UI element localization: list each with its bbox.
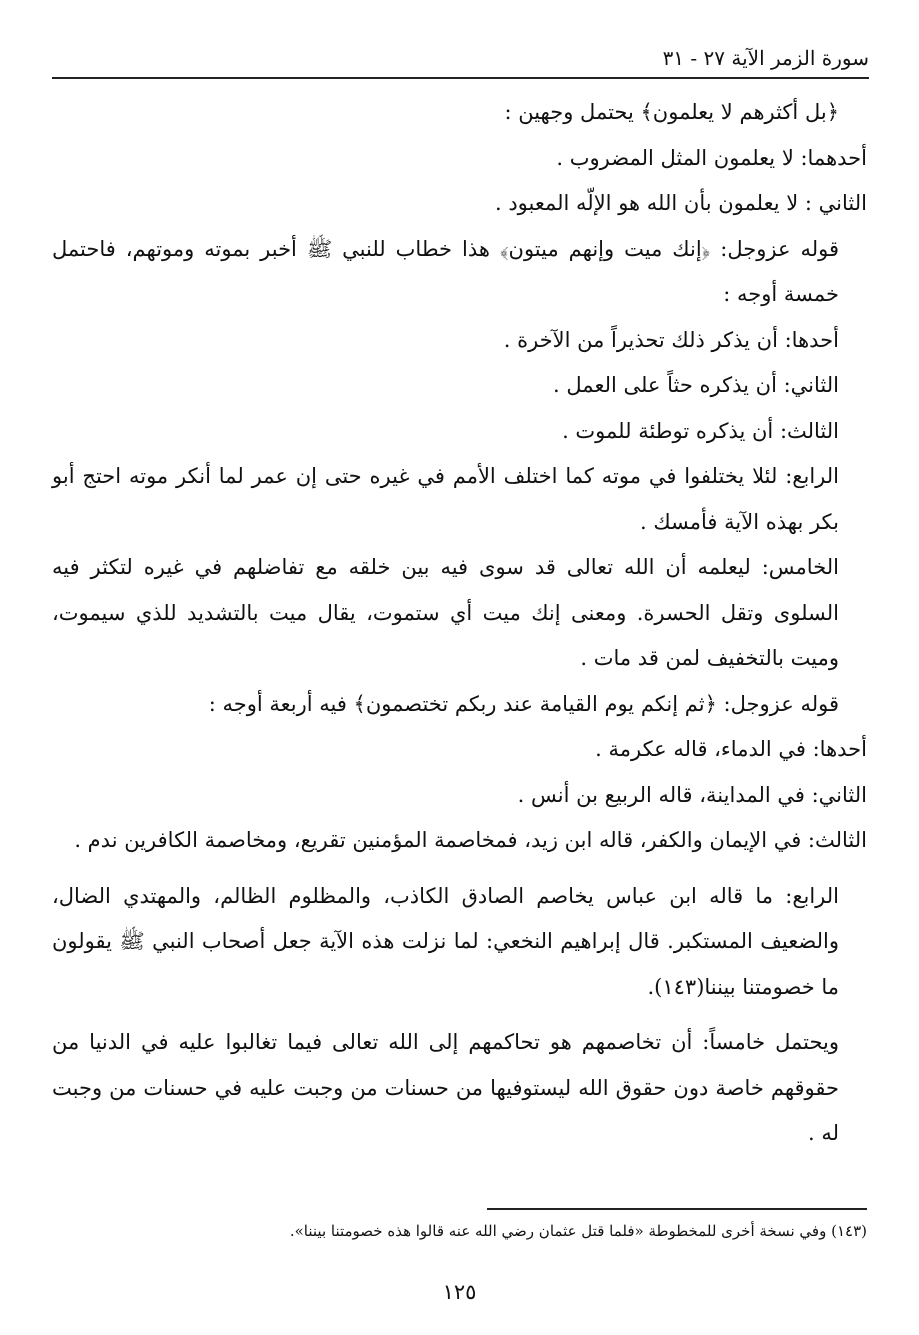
running-header: سورة الزمر الآية ٢٧ - ٣١	[662, 46, 869, 70]
paragraph: الرابع: لئلا يختلفوا في موته كما اختلف الأمم في غيره حتى إن عمر لما أنكر موته احتج أبو بكر بهذه الآية فأمسك .	[52, 464, 839, 534]
paragraph: أحدها: في الدماء، قاله عكرمة .	[595, 737, 867, 761]
paragraph: أحدهما: لا يعلمون المثل المضروب .	[556, 145, 867, 170]
paragraph: الرابع: ما قاله ابن عباس يخاصم الصادق الكاذب، والمظلوم الظالم، والمهتدي الضال، والضعيف المستكبر. قال إبراهيم النخعي: لما نزلت هذه الآية جعل أصحاب النبي ﷺ يقولون ما خصومتنا بيننا(١٤٣).	[52, 883, 839, 999]
footnote-rule	[487, 1208, 867, 1210]
paragraph: الثاني: في المداينة، قاله الربيع بن أنس .	[517, 782, 867, 807]
footnote: (١٤٣) وفي نسخة أخرى للمخطوطة «فلما قتل عثمان رضي الله عنه قالوا هذه خصومتنا بيننا».	[289, 1222, 867, 1240]
header-rule	[52, 77, 869, 79]
paragraph: الثالث: في الإيمان والكفر، قاله ابن زيد، فمخاصمة المؤمنين تقريع، ومخاصمة الكافرين ندم .	[74, 828, 867, 852]
paragraph: قوله عزوجل: ﴿ثم إنكم يوم القيامة عند ربكم تختصمون﴾ فيه أربعة أوجه :	[208, 691, 839, 716]
page-number: ١٢٥	[442, 1280, 477, 1304]
paragraph: ﴿بل أكثرهم لا يعلمون﴾ يحتمل وجهين :	[504, 100, 839, 124]
paragraph: الثاني: أن يذكره حثاً على العمل .	[553, 373, 839, 397]
paragraph: الثاني : لا يعلمون بأن الله هو الإلّه المعبود .	[494, 191, 867, 215]
paragraph: قوله عزوجل: ﴿إنك ميت وإنهم ميتون﴾ هذا خطاب للنبي ﷺ أخبر بموته وموتهم، فاحتمل خمسة أوجه :	[52, 236, 839, 306]
paragraph: ويحتمل خامساً: أن تخاصمهم هو تحاكمهم إلى الله تعالى فيما تغالبوا عليه في الدنيا من حقوقهم خاصة دون حقوق الله ليستوفيها من حسنات من وجبت عليه في حسنات من وجبت له .	[52, 1030, 839, 1145]
paragraph: أحدها: أن يذكر ذلك تحذيراً من الآخرة .	[503, 327, 839, 352]
body-text	[52, 90, 867, 1157]
paragraph: الثالث: أن يذكره توطئة للموت .	[562, 418, 839, 443]
paragraph: الخامس: ليعلمه أن الله تعالى قد سوى فيه بين خلقه مع تفاضلهم في غيره لتكثر فيه السلوى وتقل الحسرة. ومعنى إنك ميت أي ستموت، يقال ميت بالتشديد للذي سيموت، وميت بالتخفيف لمن قد مات .	[52, 555, 839, 670]
